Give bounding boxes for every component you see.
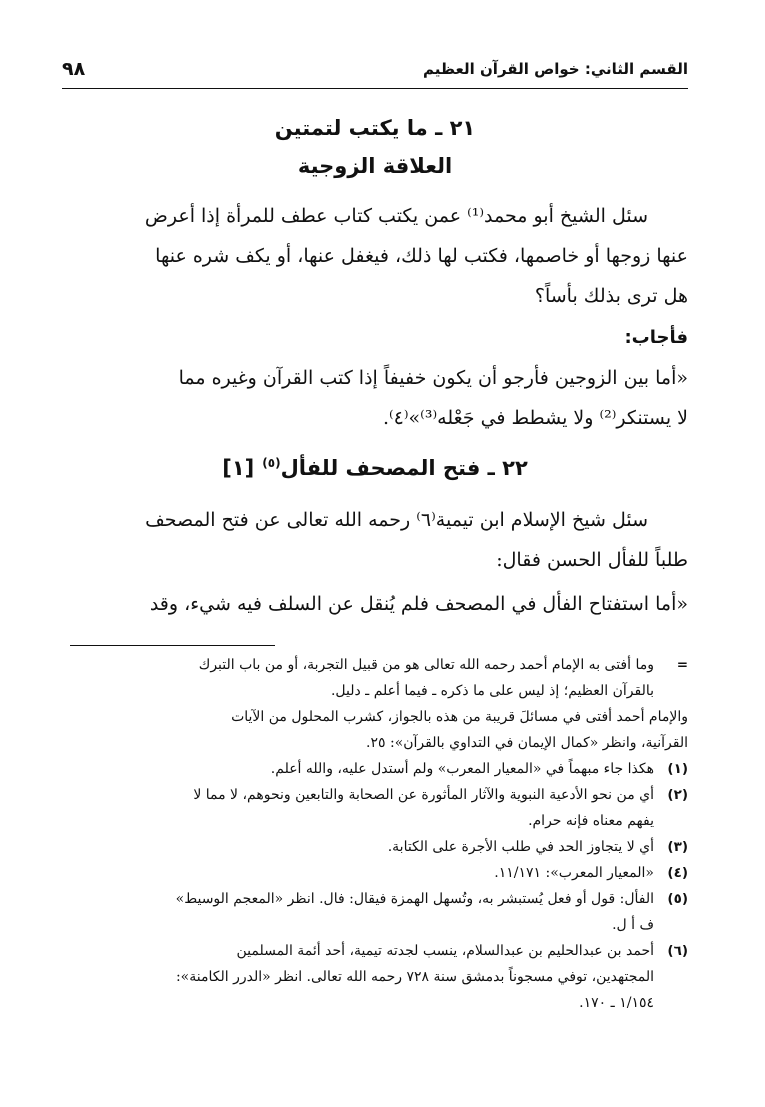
section-22-question bbox=[70, 500, 688, 580]
footnote-line: يفهم معناه فإنه حرام. bbox=[528, 813, 654, 829]
footnote-line: المجتهدين، توفي مسجوناً بدمشق سنة ٧٢٨ رحمه الله تعالى. انظر «الدرر الكامنة»: bbox=[175, 969, 654, 985]
section-21-title-line1: ٢١ ـ ما يكتب لتمتين bbox=[274, 116, 476, 140]
text-line: سئل شيخ الإسلام ابن تيمية⁽٦⁾ رحمه الله تعالى عن فتح المصحف bbox=[145, 509, 648, 531]
footnote-line: أي من نحو الأدعية النبوية والآثار المأثورة عن الصحابة والتابعين ونحوهم، لا مما لا bbox=[193, 787, 654, 803]
section-22-ref: [١] bbox=[222, 456, 255, 480]
footnote-2 bbox=[66, 782, 688, 834]
footnote-line: هكذا جاء مبهماً في «المعيار المعرب» ولم أستدل عليه، والله أعلم. bbox=[270, 761, 654, 777]
section-22-title-note: (٥) bbox=[262, 456, 281, 470]
footnote-line: القرآنية، وانظر «كمال الإيمان في التداوي بالقرآن»: ٢٥. bbox=[366, 735, 688, 751]
text-line: «أما استفتاح الفأل في المصحف فلم يُنقل عن السلف فيه شيء، وقد bbox=[149, 593, 688, 615]
footnote-marker: (٦) bbox=[667, 943, 688, 959]
answer-label: فأجاب: bbox=[624, 327, 688, 348]
running-title: القسم الثاني: خواص القرآن العظيم bbox=[423, 60, 688, 78]
footnote-separator bbox=[70, 645, 275, 646]
footnotes bbox=[66, 652, 688, 1016]
footnote-line: وما أفتى به الإمام أحمد رحمه الله تعالى هو من قبيل التجربة، أو من باب التبرك bbox=[198, 657, 654, 673]
text-line: عنها زوجها أو خاصمها، فكتب لها ذلك، فيغفل عنها، أو يكف شره عنها bbox=[155, 245, 688, 267]
footnote-marker: (١) bbox=[667, 761, 688, 777]
footnote-continuation bbox=[66, 652, 688, 704]
section-21-answer bbox=[70, 358, 688, 438]
text-line: سئل الشيخ أبو محمد⁽¹⁾ عمن يكتب كتاب عطف للمرأة إذا أعرض bbox=[144, 205, 648, 227]
text-line: «أما بين الزوجين فأرجو أن يكون خفيفاً إذا كتب القرآن وغيره مما bbox=[178, 367, 688, 389]
footnote-line: بالقرآن العظيم؛ إذ ليس على ما ذكره ـ فيما أعلم ـ دليل. bbox=[330, 683, 654, 699]
footnote-4 bbox=[66, 860, 688, 886]
footnote-line: ١/١٥٤ ـ ١٧٠. bbox=[579, 995, 654, 1011]
footnote-marker: (٢) bbox=[667, 787, 688, 803]
footnote-line: أي لا يتجاوز الحد في طلب الأجرة على الكتابة. bbox=[387, 839, 654, 855]
footnote-6 bbox=[66, 938, 688, 1016]
footnote-line: «المعيار المعرب»: ١١/١٧١. bbox=[494, 865, 654, 881]
section-21-title-line2: العلاقة الزوجية bbox=[297, 154, 453, 178]
section-22-title-text: ٢٢ ـ فتح المصحف للفأل bbox=[280, 456, 528, 480]
footnote-5 bbox=[66, 886, 688, 938]
section-21-question bbox=[70, 196, 688, 316]
running-header bbox=[62, 58, 688, 89]
page-number: ٩٨ bbox=[62, 58, 86, 80]
section-22-title bbox=[62, 456, 688, 480]
footnote-line: والإمام أحمد أفتى في مسائلَ قريبة من هذه بالجواز، كشرب المحلول من الآيات bbox=[231, 709, 688, 725]
text-line: هل ترى بذلك بأساً؟ bbox=[534, 285, 688, 307]
text-line: لا يستنكر⁽²⁾ ولا يشطط في جَعْله⁽³⁾»⁽٤⁾. bbox=[382, 407, 688, 429]
footnote-marker: = bbox=[676, 657, 688, 673]
footnote-marker: (٤) bbox=[667, 865, 688, 881]
footnote-line: ف أ ل. bbox=[612, 917, 654, 933]
footnote-3 bbox=[66, 834, 688, 860]
footnote-marker: (٥) bbox=[667, 891, 688, 907]
section-22-answer bbox=[70, 584, 688, 624]
footnote-1 bbox=[66, 756, 688, 782]
footnote-marker: (٣) bbox=[667, 839, 688, 855]
footnote-line: أحمد بن عبدالحليم بن عبدالسلام، ينسب لجدته تيمية، أحد أئمة المسلمين bbox=[236, 943, 654, 959]
footnote-line: الفأل: قول أو فعل يُستبشر به، وتُسهل الهمزة فيقال: فال. انظر «المعجم الوسيط» bbox=[175, 891, 654, 907]
text-line: طلباً للفأل الحسن فقال: bbox=[496, 549, 688, 571]
footnote-paragraph bbox=[66, 704, 688, 756]
